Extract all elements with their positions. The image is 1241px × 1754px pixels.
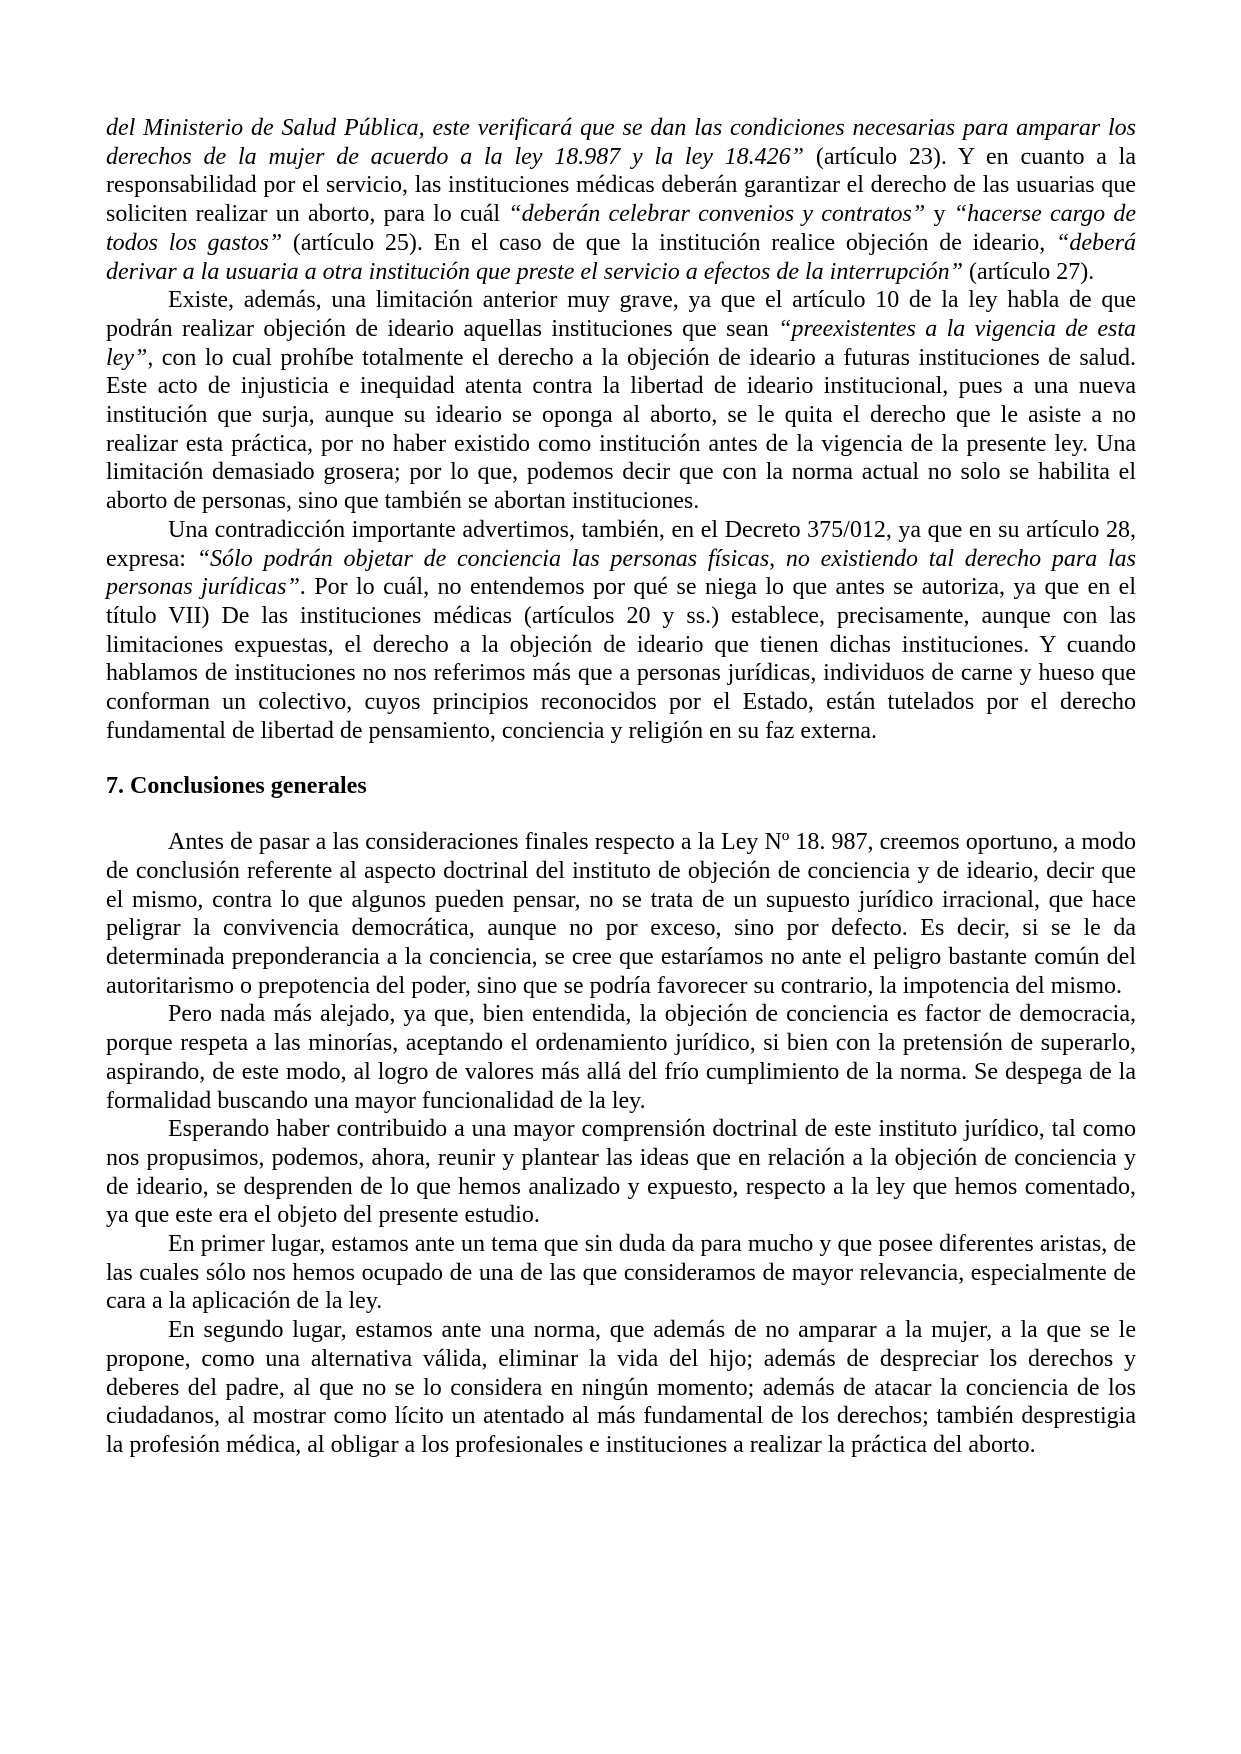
text-run: Existe, además, una limitación anterior muy grave, ya que el artículo 10 de la ley habla de que podrán realizar objeción de ideario aquellas instituciones que sean [106, 287, 1136, 342]
paragraph: En segundo lugar, estamos ante una norma, que además de no amparar a la mujer, a la que se le propone, como una alternativa válida, eliminar la vida del hijo; además de despreciar los derechos y deberes del padre, al que no se lo considera en ningún momento; además de atacar la conciencia de los ciudadanos, al mostrar como lícito un atentado al más fundamental de los derechos; también desprestigia la profesión médica, al obligar a los profesionales e instituciones a realizar la práctica del aborto. [106, 1317, 1136, 1458]
text-run: Una contradicción importante advertimos, también, en el Decreto 375/012, ya que en su artículo 28, expresa: [106, 516, 1136, 572]
text-run: y [925, 201, 954, 228]
paragraph: En primer lugar, estamos ante un tema que sin duda da para mucho y que posee diferentes aristas, de las cuales sólo nos hemos ocupado de una de las que consideramos de mayor relevancia, especialmente de cara a la aplicación de la ley. [106, 1231, 1136, 1315]
text-run: , con lo cual prohíbe totalmente el derecho a la objeción de ideario a futuras instituciones de salud. Este acto de injusticia e inequidad atenta contra la libertad de ideario institucional, pues a una nueva institución que surja, aunque su ideario se oponga al aborto, se le quita el derecho que le asiste a no realizar esta práctica, por no haber existido como institución antes de la vigencia de la presente ley. Una limitación demasiado grosera; por lo que, podemos decir que con la norma actual no solo se habilita el aborto de personas, sino que también se abortan instituciones. [106, 344, 1136, 515]
paragraph-continuation [106, 114, 1136, 286]
quoted-text: “deberán celebrar convenios y contratos” [508, 201, 926, 228]
section-heading: 7. Conclusiones generales [106, 773, 367, 800]
paragraph [106, 516, 1136, 746]
quoted-text: “preexistentes a la vigencia de esta ley” [106, 315, 1136, 371]
text-run: (artículo 27). [963, 258, 1095, 285]
quoted-text: “Sólo podrán objetar de conciencia las personas físicas, no existiendo tal derecho para las personas jurídicas” [106, 545, 1136, 601]
quoted-text: “deberá derivar a la usuaria a otra institución que preste el servicio a efectos de la interrupción” [106, 229, 1136, 285]
quoted-text: del Ministerio de Salud Pública, este verificará que se dan las condiciones necesarias para amparar los derechos de la mujer de acuerdo a la ley 18.987 y la ley 18.426” [106, 115, 1136, 170]
text-run: (artículo 25). En el caso de que la institución realice objeción de ideario, [282, 229, 1056, 256]
paragraph: Esperando haber contribuido a una mayor comprensión doctrinal de este instituto jurídico, tal como nos propusimos, podemos, ahora, reunir y plantear las ideas que en relación a la objeción de conciencia y de ideario, se desprenden de lo que hemos analizado y expuesto, respecto a la ley que hemos comentado, ya que este era el objeto del presente estudio. [106, 1116, 1136, 1229]
text-run: . Por lo cuál, no entendemos por qué se niega lo que antes se autoriza, ya que en el título VII) De las instituciones médicas (artículos 20 y ss.) establece, precisamente, aunque con las limitaciones expuestas, el derecho a la objeción de ideario que tienen dichas instituciones. Y cuando hablamos de instituciones no nos referimos más que a personas jurídicas, individuos de carne y hueso que conforman un colectivo, cuyos principios reconocidos por el Estado, están tutelados por el derecho fundamental de libertad de pensamiento, conciencia y religión en su faz externa. [106, 574, 1136, 744]
paragraph: Pero nada más alejado, ya que, bien entendida, la objeción de conciencia es factor de democracia, porque respeta a las minorías, aceptando el ordenamiento jurídico, si bien con la pretensión de superarlo, aspirando, de este modo, al logro de valores más allá del frío cumplimiento de la norma. Se despega de la formalidad buscando una mayor funcionalidad de la ley. [106, 1001, 1136, 1114]
quoted-text: “hacerse cargo de todos los gastos” [106, 201, 1136, 256]
text-run: (artículo 23). Y en cuanto a la responsabilidad por el servicio, las instituciones médicas deberán garantizar el derecho de las usuarias que soliciten realizar un aborto, para lo cuál [106, 143, 1136, 228]
paragraph [106, 286, 1136, 516]
paragraph: Antes de pasar a las consideraciones finales respecto a la Ley Nº 18. 987, creemos oportuno, a modo de conclusión referente al aspecto doctrinal del instituto de objeción de conciencia y de ideario, decir que el mismo, contra lo que algunos pueden pensar, no se trata de un supuesto jurídico irracional, que hace peligrar la convivencia democrática, aunque no por exceso, sino por defecto. Es decir, si se le da determinada preponderancia a la conciencia, se cree que estaríamos no ante el peligro bastante común del autoritarismo o prepotencia del poder, sino que se podría favorecer su contrario, la impotencia del mismo. [106, 829, 1136, 999]
